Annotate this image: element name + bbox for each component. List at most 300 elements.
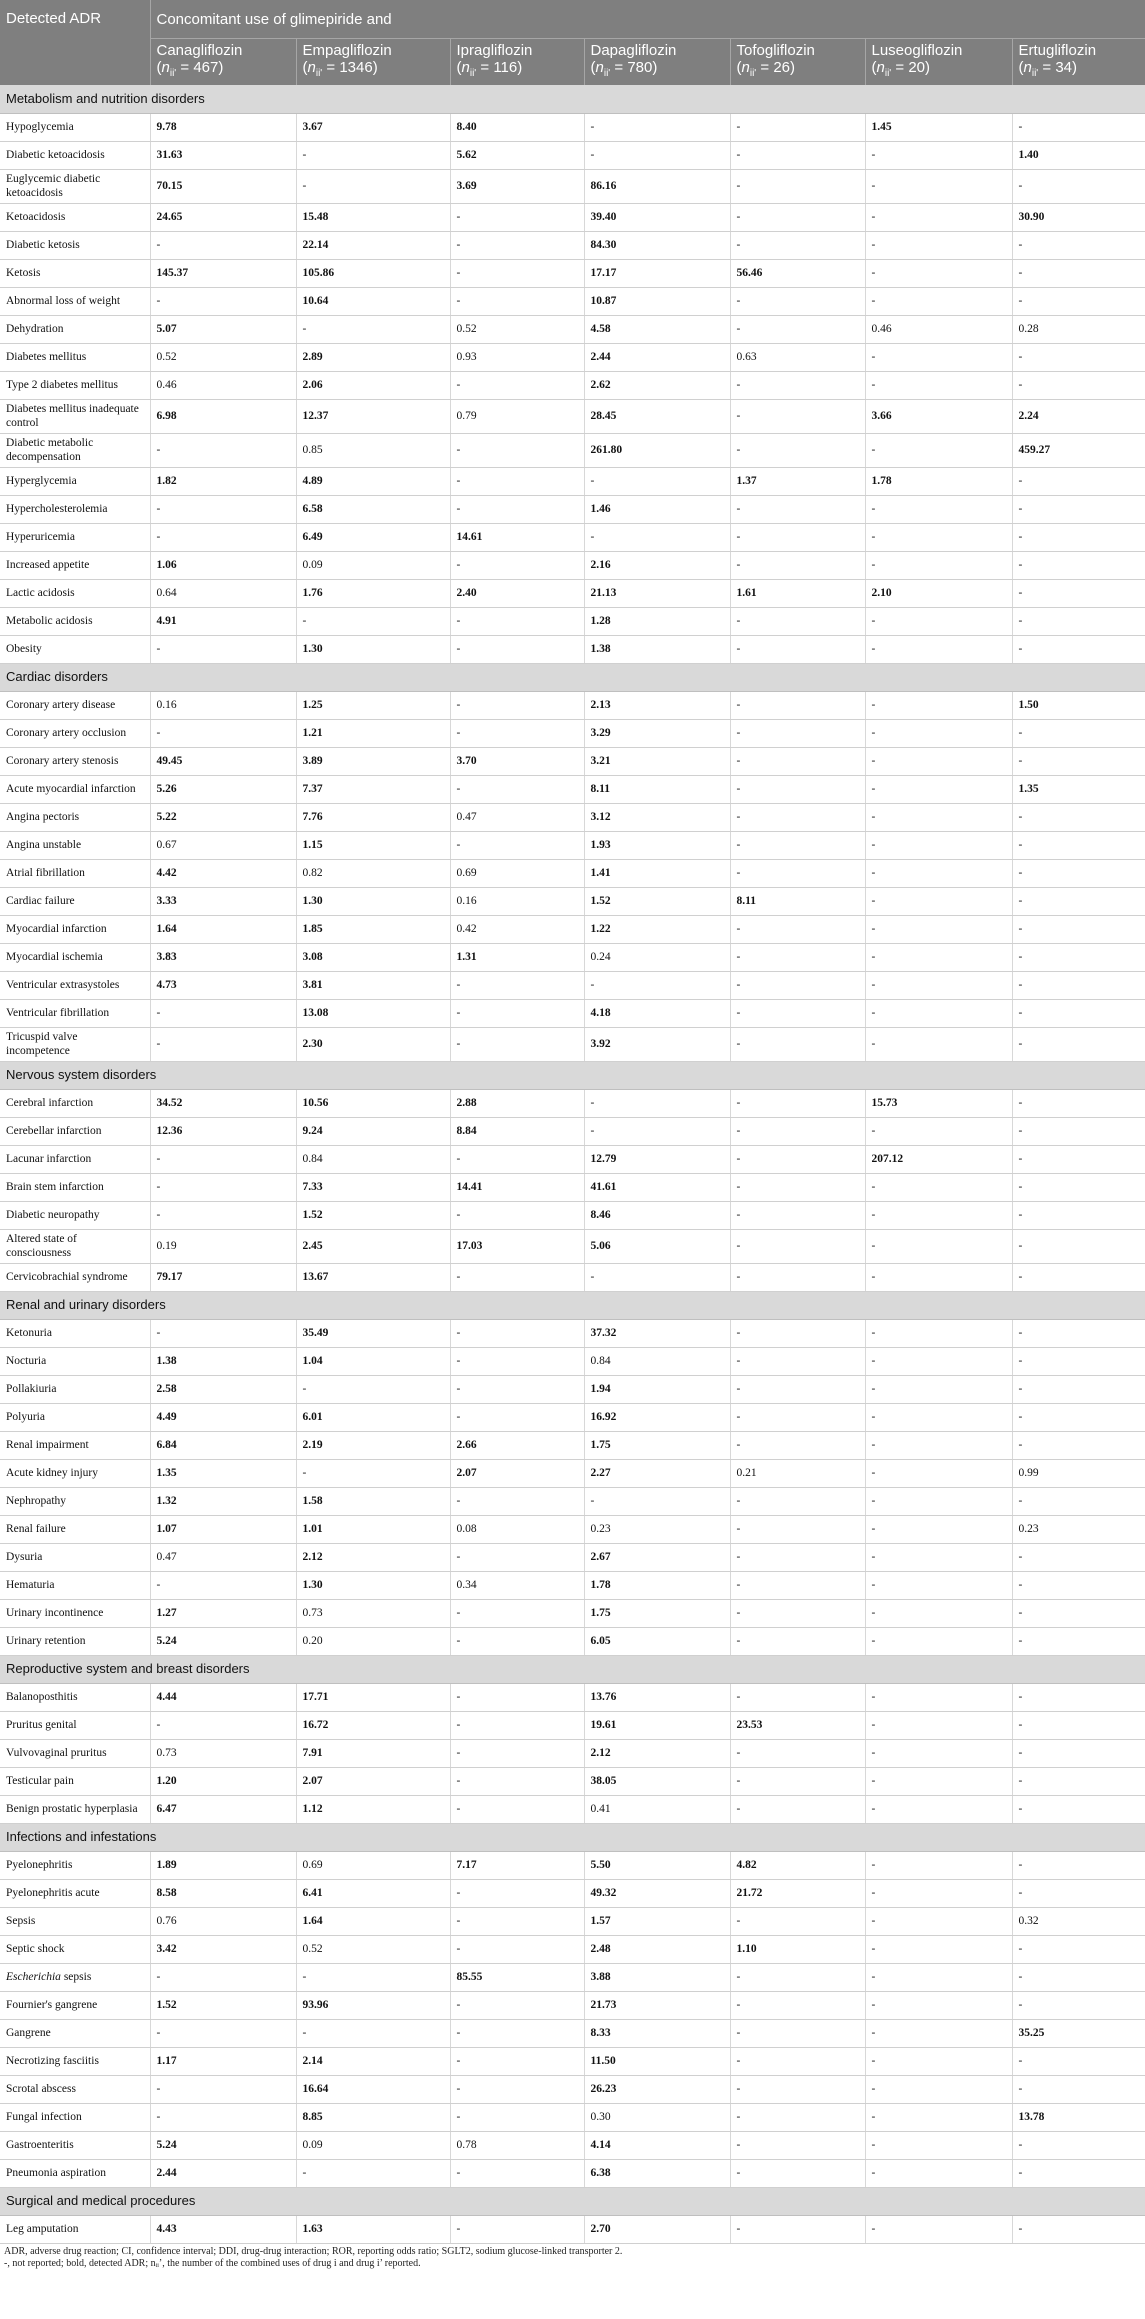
value-cell: - [730, 1319, 865, 1347]
value-cell: - [1012, 287, 1145, 315]
n-symbol: n [595, 59, 604, 76]
value-cell: - [450, 719, 584, 747]
value-cell: - [1012, 2215, 1145, 2243]
value-cell: 0.99 [1012, 1459, 1145, 1487]
adr-name: Urinary retention [0, 1627, 150, 1655]
value-cell: 0.85 [296, 433, 450, 467]
table-row [0, 231, 1145, 259]
value-cell: - [730, 315, 865, 343]
value-cell: 1.22 [584, 915, 730, 943]
value-cell: - [865, 169, 1012, 203]
value-cell: - [150, 1173, 296, 1201]
value-cell: - [865, 1683, 1012, 1711]
adr-name: Atrial fibrillation [0, 859, 150, 887]
value-cell: 10.64 [296, 287, 450, 315]
adr-name: Lactic acidosis [0, 579, 150, 607]
value-cell: - [1012, 1627, 1145, 1655]
value-cell: 37.32 [584, 1319, 730, 1347]
value-cell: - [730, 231, 865, 259]
value-cell: 2.07 [296, 1767, 450, 1795]
value-cell: - [865, 803, 1012, 831]
table-row [0, 1851, 1145, 1879]
adr-name: Necrotizing fasciitis [0, 2047, 150, 2075]
adr-name: Pyelonephritis [0, 1851, 150, 1879]
section-title: Infections and infestations [0, 1823, 1145, 1851]
value-cell: - [1012, 1935, 1145, 1963]
adr-name: Vulvovaginal pruritus [0, 1739, 150, 1767]
value-cell: 13.76 [584, 1683, 730, 1711]
adr-name: Diabetes mellitus inadequate control [0, 399, 150, 433]
value-cell: - [1012, 1347, 1145, 1375]
value-cell: - [865, 831, 1012, 859]
value-cell: 4.82 [730, 1851, 865, 1879]
value-cell: 4.44 [150, 1683, 296, 1711]
value-cell: - [450, 1347, 584, 1375]
adr-name: Ketonuria [0, 1319, 150, 1347]
value-cell: 1.20 [150, 1767, 296, 1795]
value-cell: - [865, 1795, 1012, 1823]
adr-name: Testicular pain [0, 1767, 150, 1795]
value-cell: - [450, 1027, 584, 1061]
value-cell: 0.41 [584, 1795, 730, 1823]
value-cell: 93.96 [296, 1991, 450, 2019]
value-cell: - [450, 1599, 584, 1627]
value-cell: 16.64 [296, 2075, 450, 2103]
value-cell: - [865, 1459, 1012, 1487]
value-cell: 0.78 [450, 2131, 584, 2159]
value-cell: - [450, 1711, 584, 1739]
value-cell: 145.37 [150, 259, 296, 287]
value-cell: - [865, 1851, 1012, 1879]
n-value: 116 [493, 59, 518, 76]
value-cell: - [865, 1431, 1012, 1459]
value-cell: - [1012, 887, 1145, 915]
value-cell: 2.14 [296, 2047, 450, 2075]
value-cell: - [730, 1795, 865, 1823]
value-cell: - [730, 1991, 865, 2019]
n-subscript: ii' [315, 68, 323, 79]
value-cell: - [865, 635, 1012, 663]
adr-name: Diabetes mellitus [0, 343, 150, 371]
n-subscript: ii' [1031, 68, 1039, 79]
value-cell: - [865, 287, 1012, 315]
value-cell: - [450, 1543, 584, 1571]
value-cell: - [450, 1145, 584, 1173]
drug-name: Ertugliflozin [1018, 42, 1097, 59]
value-cell: - [450, 971, 584, 999]
value-cell: 1.41 [584, 859, 730, 887]
drug-count: $(n_{ii'} = 780)$ [590, 59, 658, 79]
table-row [0, 1711, 1145, 1739]
table-row [0, 1571, 1145, 1599]
value-cell: - [730, 803, 865, 831]
value-cell: 8.58 [150, 1879, 296, 1907]
table-row [0, 1403, 1145, 1431]
value-cell: 16.72 [296, 1711, 450, 1739]
table-row [0, 467, 1145, 495]
adr-name: Hypercholesterolemia [0, 495, 150, 523]
table-row [0, 2159, 1145, 2187]
value-cell: - [865, 1263, 1012, 1291]
value-cell: - [865, 1571, 1012, 1599]
value-cell: 16.92 [584, 1403, 730, 1431]
value-cell: 23.53 [730, 1711, 865, 1739]
n-symbol: n [741, 59, 750, 76]
value-cell: - [1012, 1431, 1145, 1459]
n-equals: = [476, 59, 494, 76]
value-cell: 0.46 [150, 371, 296, 399]
n-value: 780 [627, 59, 653, 76]
adr-name: Cervicobrachial syndrome [0, 1263, 150, 1291]
value-cell: 4.91 [150, 607, 296, 635]
section-title: Nervous system disorders [0, 1061, 1145, 1089]
value-cell: 2.48 [584, 1935, 730, 1963]
value-cell: - [730, 1739, 865, 1767]
section-title: Metabolism and nutrition disorders [0, 85, 1145, 113]
value-cell: 3.83 [150, 943, 296, 971]
adr-name: Diabetic neuropathy [0, 1201, 150, 1229]
value-cell: - [865, 1319, 1012, 1347]
value-cell: 5.22 [150, 803, 296, 831]
adr-name: Fournier's gangrene [0, 1991, 150, 2019]
value-cell: 2.66 [450, 1431, 584, 1459]
adr-name: Diabetic metabolic decompensation [0, 433, 150, 467]
value-cell: 17.17 [584, 259, 730, 287]
header-drug-empagliflozin [296, 39, 450, 86]
table-row [0, 1487, 1145, 1515]
value-cell: 1.52 [296, 1201, 450, 1229]
value-cell: - [730, 1487, 865, 1515]
value-cell: 2.44 [584, 343, 730, 371]
adr-name: Lacunar infarction [0, 1145, 150, 1173]
value-cell: 1.64 [296, 1907, 450, 1935]
value-cell: - [865, 1117, 1012, 1145]
adr-name: Dysuria [0, 1543, 150, 1571]
value-cell: - [730, 943, 865, 971]
value-cell: 9.78 [150, 113, 296, 141]
value-cell: - [1012, 1173, 1145, 1201]
value-cell: - [865, 1991, 1012, 2019]
value-cell: - [450, 1487, 584, 1515]
adr-name: Diabetic ketosis [0, 231, 150, 259]
value-cell: - [865, 371, 1012, 399]
table-row [0, 1459, 1145, 1487]
value-cell: 4.18 [584, 999, 730, 1027]
value-cell: 84.30 [584, 231, 730, 259]
value-cell: - [730, 2019, 865, 2047]
value-cell: 15.73 [865, 1089, 1012, 1117]
value-cell: 24.65 [150, 203, 296, 231]
drug-name: Dapagliflozin [590, 42, 677, 59]
value-cell: 6.58 [296, 495, 450, 523]
value-cell: - [450, 1201, 584, 1229]
value-cell: 105.86 [296, 259, 450, 287]
value-cell: 1.78 [584, 1571, 730, 1599]
value-cell: 19.61 [584, 1711, 730, 1739]
value-cell: 0.84 [296, 1145, 450, 1173]
value-cell: 2.44 [150, 2159, 296, 2187]
adr-name: Abnormal loss of weight [0, 287, 150, 315]
n-equals: = [610, 59, 628, 76]
header-concomitant: Concomitant use of glimepiride and [150, 0, 1145, 39]
table-row [0, 1431, 1145, 1459]
value-cell: 39.40 [584, 203, 730, 231]
table-row [0, 141, 1145, 169]
section-title: Renal and urinary disorders [0, 1291, 1145, 1319]
value-cell: - [1012, 915, 1145, 943]
table-footnote [0, 2244, 1145, 2270]
value-cell: - [450, 1319, 584, 1347]
value-cell: - [865, 1027, 1012, 1061]
adr-name: Myocardial ischemia [0, 943, 150, 971]
value-cell: - [1012, 607, 1145, 635]
value-cell: 2.70 [584, 2215, 730, 2243]
adr-name [0, 1963, 150, 1991]
value-cell: - [450, 495, 584, 523]
value-cell: - [450, 691, 584, 719]
value-cell: - [730, 1683, 865, 1711]
header-drug-canagliflozin [150, 39, 296, 86]
value-cell: - [865, 1487, 1012, 1515]
value-cell: 2.19 [296, 1431, 450, 1459]
table-row [0, 1229, 1145, 1263]
section-row [0, 1655, 1145, 1683]
section-row [0, 2187, 1145, 2215]
value-cell: - [865, 1711, 1012, 1739]
value-cell: 6.47 [150, 1795, 296, 1823]
value-cell: - [1012, 1375, 1145, 1403]
value-cell: 0.16 [450, 887, 584, 915]
adr-name: Renal impairment [0, 1431, 150, 1459]
adr-name: Metabolic acidosis [0, 607, 150, 635]
table-row [0, 1263, 1145, 1291]
adr-name: Increased appetite [0, 551, 150, 579]
value-cell: 4.42 [150, 859, 296, 887]
adr-name: Benign prostatic hyperplasia [0, 1795, 150, 1823]
value-cell: 1.46 [584, 495, 730, 523]
value-cell: 3.33 [150, 887, 296, 915]
value-cell: 2.12 [296, 1543, 450, 1571]
value-cell: - [865, 1907, 1012, 1935]
value-cell: - [730, 1145, 865, 1173]
adr-name: Pollakiuria [0, 1375, 150, 1403]
value-cell: - [730, 1963, 865, 1991]
value-cell: 6.41 [296, 1879, 450, 1907]
table-row [0, 1907, 1145, 1935]
value-cell: - [730, 2103, 865, 2131]
value-cell: - [450, 2159, 584, 2187]
value-cell: - [150, 495, 296, 523]
adr-name: Scrotal abscess [0, 2075, 150, 2103]
value-cell: 261.80 [584, 433, 730, 467]
adr-name: Angina unstable [0, 831, 150, 859]
value-cell: 3.21 [584, 747, 730, 775]
value-cell: - [730, 915, 865, 943]
value-cell: - [1012, 1571, 1145, 1599]
value-cell: 1.21 [296, 719, 450, 747]
value-cell: - [730, 203, 865, 231]
value-cell: 86.16 [584, 169, 730, 203]
value-cell: 8.46 [584, 1201, 730, 1229]
n-value: 20 [908, 59, 925, 76]
section-row [0, 85, 1145, 113]
value-cell: - [450, 259, 584, 287]
section-row [0, 663, 1145, 691]
value-cell: - [296, 141, 450, 169]
value-cell: - [865, 433, 1012, 467]
value-cell: 1.37 [730, 467, 865, 495]
drug-name: Luseogliflozin [871, 42, 963, 59]
table-row [0, 1027, 1145, 1061]
table-row [0, 915, 1145, 943]
n-symbol: n [876, 59, 885, 76]
drug-name: Tofogliflozin [736, 42, 815, 59]
section-row [0, 1061, 1145, 1089]
value-cell: - [730, 775, 865, 803]
adr-name: Euglycemic diabetic ketoacidosis [0, 169, 150, 203]
value-cell: - [730, 747, 865, 775]
table-body [0, 85, 1145, 2243]
value-cell: - [1012, 371, 1145, 399]
value-cell: 1.78 [865, 467, 1012, 495]
value-cell: 0.20 [296, 1627, 450, 1655]
value-cell: - [584, 1487, 730, 1515]
adr-name: Pneumonia aspiration [0, 2159, 150, 2187]
adr-name: Polyuria [0, 1403, 150, 1431]
value-cell: 1.63 [296, 2215, 450, 2243]
value-cell: - [865, 971, 1012, 999]
value-cell: - [450, 1767, 584, 1795]
value-cell: - [1012, 1201, 1145, 1229]
value-cell: - [865, 1201, 1012, 1229]
value-cell: - [865, 607, 1012, 635]
n-equals: = [891, 59, 909, 76]
value-cell: - [865, 495, 1012, 523]
value-cell: - [150, 1201, 296, 1229]
adr-name: Septic shock [0, 1935, 150, 1963]
value-cell: 0.19 [150, 1229, 296, 1263]
adr-name: Hematuria [0, 1571, 150, 1599]
value-cell: - [450, 231, 584, 259]
n-symbol: n [1023, 59, 1032, 76]
value-cell: 2.24 [1012, 399, 1145, 433]
value-cell: 1.52 [150, 1991, 296, 2019]
value-cell: - [1012, 1991, 1145, 2019]
value-cell: 49.45 [150, 747, 296, 775]
table-row [0, 1767, 1145, 1795]
table-row [0, 2215, 1145, 2243]
value-cell: 21.13 [584, 579, 730, 607]
value-cell: - [1012, 1487, 1145, 1515]
value-cell: 3.70 [450, 747, 584, 775]
table-row [0, 999, 1145, 1027]
value-cell: 7.37 [296, 775, 450, 803]
value-cell: - [730, 1599, 865, 1627]
value-cell: 79.17 [150, 1263, 296, 1291]
value-cell: - [450, 1879, 584, 1907]
table-row [0, 887, 1145, 915]
value-cell: - [450, 775, 584, 803]
value-cell: - [450, 999, 584, 1027]
value-cell: - [1012, 2159, 1145, 2187]
value-cell: 3.42 [150, 1935, 296, 1963]
value-cell: - [865, 2159, 1012, 2187]
value-cell: - [450, 1795, 584, 1823]
value-cell: 2.62 [584, 371, 730, 399]
adr-name: Type 2 diabetes mellitus [0, 371, 150, 399]
value-cell: 207.12 [865, 1145, 1012, 1173]
value-cell: 0.32 [1012, 1907, 1145, 1935]
value-cell: - [1012, 259, 1145, 287]
value-cell: - [865, 551, 1012, 579]
value-cell: 1.52 [584, 887, 730, 915]
adr-name: Angina pectoris [0, 803, 150, 831]
value-cell: - [865, 2047, 1012, 2075]
value-cell: - [865, 1375, 1012, 1403]
value-cell: 1.17 [150, 2047, 296, 2075]
value-cell: 7.33 [296, 1173, 450, 1201]
value-cell: - [730, 1907, 865, 1935]
value-cell: - [865, 1543, 1012, 1571]
drug-count: $(n_{ii'} = 34)$ [1018, 59, 1077, 79]
value-cell: 15.48 [296, 203, 450, 231]
value-cell: - [865, 1599, 1012, 1627]
value-cell: 11.50 [584, 2047, 730, 2075]
value-cell: - [450, 1683, 584, 1711]
drug-count: $(n_{ii'} = 467)$ [156, 59, 224, 79]
value-cell: - [865, 203, 1012, 231]
value-cell: - [730, 635, 865, 663]
table-row [0, 607, 1145, 635]
value-cell: 0.52 [450, 315, 584, 343]
table-row [0, 113, 1145, 141]
value-cell: 6.98 [150, 399, 296, 433]
table-row [0, 1117, 1145, 1145]
value-cell: 0.67 [150, 831, 296, 859]
value-cell: 1.75 [584, 1599, 730, 1627]
value-cell: 8.85 [296, 2103, 450, 2131]
value-cell: - [730, 113, 865, 141]
value-cell: 6.38 [584, 2159, 730, 2187]
value-cell: - [150, 523, 296, 551]
value-cell: - [1012, 1543, 1145, 1571]
value-cell: - [150, 2103, 296, 2131]
value-cell: 5.50 [584, 1851, 730, 1879]
value-cell: 0.21 [730, 1459, 865, 1487]
value-cell: 0.52 [150, 343, 296, 371]
value-cell: - [730, 971, 865, 999]
value-cell: - [865, 1229, 1012, 1263]
value-cell: 85.55 [450, 1963, 584, 1991]
value-cell: - [1012, 1879, 1145, 1907]
value-cell: 1.06 [150, 551, 296, 579]
value-cell: - [150, 1319, 296, 1347]
value-cell: 3.88 [584, 1963, 730, 1991]
value-cell: 2.30 [296, 1027, 450, 1061]
value-cell: - [450, 203, 584, 231]
n-subscript: ii' [603, 68, 611, 79]
value-cell: 1.30 [296, 635, 450, 663]
value-cell: 2.45 [296, 1229, 450, 1263]
value-cell: - [730, 495, 865, 523]
section-row [0, 1291, 1145, 1319]
section-title: Reproductive system and breast disorders [0, 1655, 1145, 1683]
value-cell: - [1012, 1027, 1145, 1061]
value-cell: 1.35 [150, 1459, 296, 1487]
value-cell: 1.76 [296, 579, 450, 607]
table-row [0, 495, 1145, 523]
value-cell: 1.50 [1012, 691, 1145, 719]
